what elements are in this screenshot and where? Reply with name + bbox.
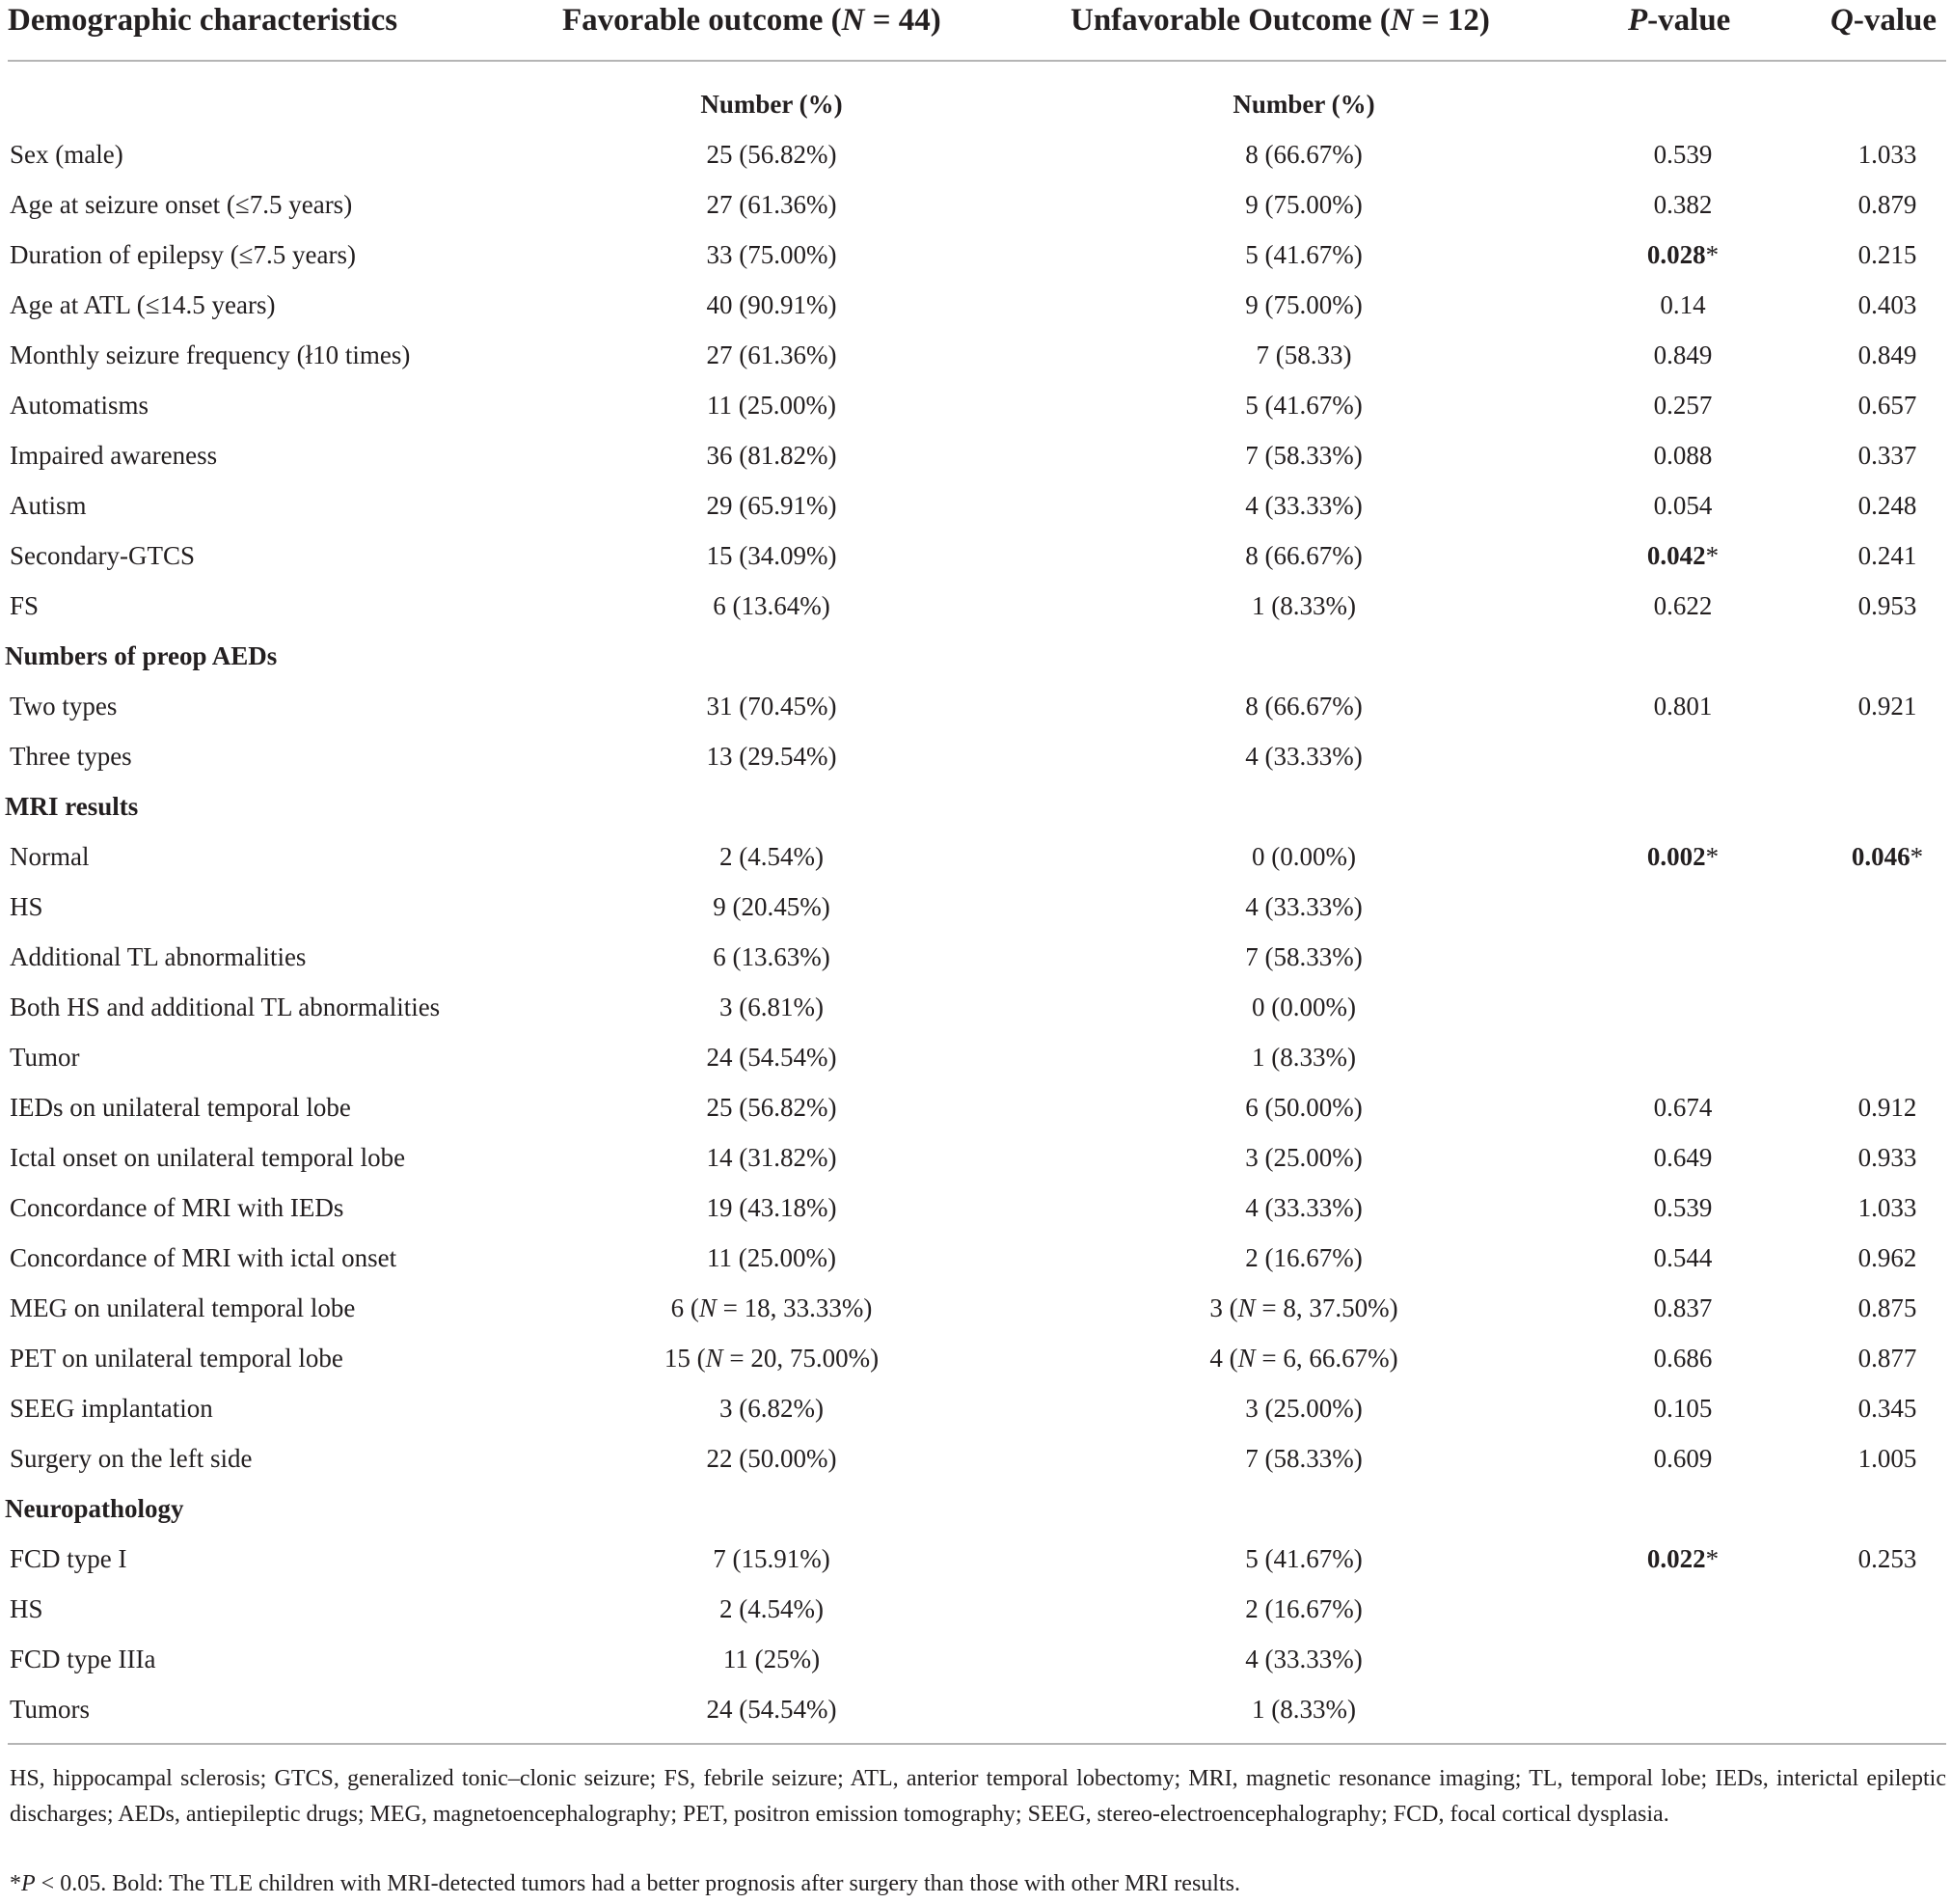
table-row bbox=[0, 286, 1951, 336]
p-value-cell: 0.14 bbox=[1660, 290, 1706, 319]
row-label: Tumor bbox=[10, 1043, 80, 1072]
p-value-cell: 0.609 bbox=[1653, 1444, 1713, 1473]
unfavorable-cell: 8 (66.67%) bbox=[1245, 541, 1363, 570]
section-label: MRI results bbox=[5, 792, 139, 821]
p-value-cell: 0.539 bbox=[1653, 140, 1713, 169]
footnote-significance: *P < 0.05. Bold: The TLE children with MRI-detected tumors had a better prognosis after surgery than those with other MRI results. bbox=[10, 1871, 1240, 1896]
q-value-cell bbox=[1852, 837, 1923, 876]
p-value-cell: 0.105 bbox=[1653, 1394, 1713, 1423]
row-label: Sex (male) bbox=[10, 140, 123, 169]
table-row bbox=[0, 1389, 1951, 1439]
favorable-cell: 24 (54.54%) bbox=[706, 1043, 837, 1072]
favorable-cell: 3 (6.82%) bbox=[719, 1394, 824, 1423]
significance-marker: * bbox=[1705, 842, 1720, 871]
p-value-cell: 0.544 bbox=[1653, 1243, 1713, 1272]
favorable-cell: 7 (15.91%) bbox=[713, 1544, 830, 1573]
q-value-cell: 0.953 bbox=[1857, 591, 1917, 620]
p-value-cell-value: 0.022 bbox=[1646, 1544, 1706, 1573]
unfavorable-cell: 7 (58.33%) bbox=[1245, 1444, 1363, 1473]
unfavorable-cell: 6 (50.00%) bbox=[1245, 1093, 1363, 1122]
unfavorable-cell: 7 (58.33%) bbox=[1245, 441, 1363, 470]
significance-marker: * bbox=[1705, 541, 1720, 570]
row-label: Additional TL abnormalities bbox=[10, 942, 307, 971]
p-value-cell: 0.801 bbox=[1653, 692, 1713, 721]
favorable-cell: 27 (61.36%) bbox=[706, 190, 837, 219]
row-label: Ictal onset on unilateral temporal lobe bbox=[10, 1143, 406, 1172]
table-row bbox=[0, 737, 1951, 787]
p-value-cell: 0.837 bbox=[1653, 1293, 1713, 1322]
row-label: MEG on unilateral temporal lobe bbox=[10, 1293, 356, 1322]
table-row bbox=[0, 1339, 1951, 1389]
q-value-cell: 0.403 bbox=[1857, 290, 1917, 319]
unfavorable-cell: 4 (33.33%) bbox=[1245, 1645, 1363, 1673]
p-value-cell: 0.622 bbox=[1653, 591, 1713, 620]
unfavorable-cell: 7 (58.33) bbox=[1256, 340, 1352, 369]
row-label: Two types bbox=[10, 692, 118, 721]
q-value-cell: 0.215 bbox=[1857, 240, 1917, 269]
table-row bbox=[0, 1690, 1951, 1740]
subheader-favorable-number: Number (%) bbox=[700, 90, 843, 119]
table-row bbox=[0, 1439, 1951, 1489]
row-label: Age at seizure onset (≤7.5 years) bbox=[10, 190, 353, 219]
row-label: Surgery on the left side bbox=[10, 1444, 253, 1473]
header-favorable-outcome: Favorable outcome (N = 44) bbox=[562, 3, 941, 38]
row-label: PET on unilateral temporal lobe bbox=[10, 1344, 343, 1373]
p-value-cell: 0.257 bbox=[1653, 391, 1713, 420]
favorable-cell: 14 (31.82%) bbox=[706, 1143, 837, 1172]
section-header-row bbox=[0, 637, 1951, 687]
p-value-cell-value: 0.002 bbox=[1646, 842, 1706, 871]
p-value-cell bbox=[1647, 837, 1719, 876]
section-header-row bbox=[0, 787, 1951, 837]
p-value-cell: 0.088 bbox=[1653, 441, 1713, 470]
footnote-abbreviations: HS, hippocampal sclerosis; GTCS, generalized tonic–clonic seizure; FS, febrile seizure; ATL, anterior temporal lobectomy; MRI, magnetic resonance imaging; TL, temporal lobe; IEDs, interictal epileptic discharges; AEDs, antiepileptic drugs; MEG, magnetoencephalography; PET, positron emission tomography; SEEG, stereo-electroencephalography; FCD, focal cortical dysplasia. bbox=[10, 1766, 1946, 1827]
favorable-cell: 25 (56.82%) bbox=[706, 140, 837, 169]
unfavorable-cell: 8 (66.67%) bbox=[1245, 140, 1363, 169]
p-value-cell: 0.686 bbox=[1653, 1344, 1713, 1373]
unfavorable-cell: 1 (8.33%) bbox=[1252, 591, 1356, 620]
favorable-cell: 11 (25.00%) bbox=[707, 1243, 836, 1272]
favorable-cell: 13 (29.54%) bbox=[706, 742, 837, 771]
q-value-cell: 0.849 bbox=[1857, 340, 1917, 369]
q-value-cell: 0.921 bbox=[1857, 692, 1917, 721]
unfavorable-cell: 2 (16.67%) bbox=[1245, 1594, 1363, 1623]
favorable-cell: 25 (56.82%) bbox=[706, 1093, 837, 1122]
p-value-cell-value: 0.028 bbox=[1646, 240, 1706, 269]
header-demographic-characteristics: Demographic characteristics bbox=[8, 3, 398, 38]
row-label: Three types bbox=[10, 742, 132, 771]
favorable-cell: 19 (43.18%) bbox=[706, 1193, 837, 1222]
unfavorable-cell: 0 (0.00%) bbox=[1252, 842, 1356, 871]
row-label: Automatisms bbox=[10, 391, 149, 420]
table-bottom-rule bbox=[8, 1743, 1946, 1745]
significance-marker: * bbox=[1910, 842, 1924, 871]
significance-marker: * bbox=[1705, 1544, 1720, 1573]
unfavorable-cell: 8 (66.67%) bbox=[1245, 692, 1363, 721]
p-value-cell-value: 0.042 bbox=[1646, 541, 1706, 570]
row-label: FCD type IIIa bbox=[10, 1645, 156, 1673]
favorable-cell: 6 (13.63%) bbox=[713, 942, 830, 971]
table-row bbox=[0, 1088, 1951, 1138]
unfavorable-cell: 1 (8.33%) bbox=[1252, 1043, 1356, 1072]
table-row bbox=[0, 486, 1951, 536]
unfavorable-cell: 2 (16.67%) bbox=[1245, 1243, 1363, 1272]
unfavorable-cell: 5 (41.67%) bbox=[1245, 240, 1363, 269]
row-label: Monthly seizure frequency (ł10 times) bbox=[10, 340, 411, 369]
favorable-cell: 6 (N = 18, 33.33%) bbox=[670, 1293, 873, 1322]
p-value-cell: 0.539 bbox=[1653, 1193, 1713, 1222]
row-label: Both HS and additional TL abnormalities bbox=[10, 993, 441, 1021]
favorable-cell: 31 (70.45%) bbox=[706, 692, 837, 721]
table-row bbox=[0, 135, 1951, 185]
table-row bbox=[0, 938, 1951, 988]
q-value-cell: 0.657 bbox=[1857, 391, 1917, 420]
table-row bbox=[0, 837, 1951, 887]
unfavorable-cell: 4 (N = 6, 66.67%) bbox=[1209, 1344, 1398, 1373]
p-value-cell: 0.054 bbox=[1653, 491, 1713, 520]
unfavorable-cell: 0 (0.00%) bbox=[1252, 993, 1356, 1021]
favorable-cell: 33 (75.00%) bbox=[706, 240, 837, 269]
favorable-cell: 11 (25%) bbox=[722, 1645, 821, 1673]
unfavorable-cell: 3 (N = 8, 37.50%) bbox=[1209, 1293, 1398, 1322]
row-label: Secondary-GTCS bbox=[10, 541, 195, 570]
q-value-cell: 0.241 bbox=[1857, 541, 1917, 570]
p-value-cell bbox=[1647, 536, 1719, 575]
row-label: Tumors bbox=[10, 1695, 91, 1724]
table-row bbox=[0, 1188, 1951, 1238]
unfavorable-cell: 4 (33.33%) bbox=[1245, 491, 1363, 520]
q-value-cell: 1.033 bbox=[1857, 140, 1917, 169]
favorable-cell: 29 (65.91%) bbox=[706, 491, 837, 520]
section-header-row bbox=[0, 1489, 1951, 1539]
favorable-cell: 2 (4.54%) bbox=[719, 1594, 824, 1623]
q-value-cell: 0.962 bbox=[1857, 1243, 1917, 1272]
row-label: SEEG implantation bbox=[10, 1394, 213, 1423]
q-value-cell: 0.912 bbox=[1857, 1093, 1917, 1122]
subheader-unfavorable-number: Number (%) bbox=[1233, 90, 1375, 119]
favorable-cell: 6 (13.64%) bbox=[713, 591, 830, 620]
table-row bbox=[0, 436, 1951, 486]
p-value-cell: 0.849 bbox=[1653, 340, 1713, 369]
table-row bbox=[0, 386, 1951, 436]
favorable-cell: 36 (81.82%) bbox=[706, 441, 837, 470]
q-value-cell: 0.337 bbox=[1857, 441, 1917, 470]
unfavorable-cell: 5 (41.67%) bbox=[1245, 391, 1363, 420]
table-row bbox=[0, 1539, 1951, 1590]
row-label: FCD type I bbox=[10, 1544, 127, 1573]
unfavorable-cell: 7 (58.33%) bbox=[1245, 942, 1363, 971]
p-value-cell: 0.382 bbox=[1653, 190, 1713, 219]
row-label: IEDs on unilateral temporal lobe bbox=[10, 1093, 351, 1122]
q-value-cell: 0.345 bbox=[1857, 1394, 1917, 1423]
row-label: Autism bbox=[10, 491, 87, 520]
favorable-cell: 40 (90.91%) bbox=[706, 290, 837, 319]
q-value-cell: 0.248 bbox=[1857, 491, 1917, 520]
unfavorable-cell: 9 (75.00%) bbox=[1245, 190, 1363, 219]
p-value-cell bbox=[1647, 235, 1719, 274]
row-label: Duration of epilepsy (≤7.5 years) bbox=[10, 240, 356, 269]
row-label: HS bbox=[10, 892, 43, 921]
table-row bbox=[0, 1289, 1951, 1339]
q-value-cell: 0.875 bbox=[1857, 1293, 1917, 1322]
p-value-cell: 0.674 bbox=[1653, 1093, 1713, 1122]
header-q-value: Q-value bbox=[1830, 3, 1937, 38]
q-value-cell: 0.933 bbox=[1857, 1143, 1917, 1172]
table-row bbox=[0, 887, 1951, 938]
unfavorable-cell: 4 (33.33%) bbox=[1245, 892, 1363, 921]
table-row bbox=[0, 1238, 1951, 1289]
section-label: Neuropathology bbox=[5, 1494, 184, 1523]
row-label: Concordance of MRI with ictal onset bbox=[10, 1243, 397, 1272]
header-p-value: P-value bbox=[1628, 3, 1731, 38]
table-row bbox=[0, 235, 1951, 286]
row-label: Concordance of MRI with IEDs bbox=[10, 1193, 344, 1222]
q-value-cell: 0.253 bbox=[1857, 1544, 1917, 1573]
favorable-cell: 9 (20.45%) bbox=[713, 892, 830, 921]
table-row bbox=[0, 336, 1951, 386]
favorable-cell: 15 (34.09%) bbox=[706, 541, 837, 570]
q-value-cell-value: 0.046 bbox=[1851, 842, 1910, 871]
unfavorable-cell: 3 (25.00%) bbox=[1245, 1143, 1363, 1172]
unfavorable-cell: 1 (8.33%) bbox=[1252, 1695, 1356, 1724]
favorable-cell: 24 (54.54%) bbox=[706, 1695, 837, 1724]
unfavorable-cell: 3 (25.00%) bbox=[1245, 1394, 1363, 1423]
table-row bbox=[0, 1038, 1951, 1088]
section-label: Numbers of preop AEDs bbox=[5, 641, 278, 670]
significance-marker: * bbox=[1705, 240, 1720, 269]
unfavorable-cell: 4 (33.33%) bbox=[1245, 1193, 1363, 1222]
table-row bbox=[0, 1640, 1951, 1690]
header-rule bbox=[8, 60, 1946, 62]
favorable-cell: 22 (50.00%) bbox=[706, 1444, 837, 1473]
table-header-row bbox=[0, 0, 1951, 60]
table-body bbox=[0, 135, 1951, 1740]
favorable-cell: 11 (25.00%) bbox=[707, 391, 836, 420]
p-value-cell bbox=[1647, 1539, 1719, 1578]
unfavorable-cell: 4 (33.33%) bbox=[1245, 742, 1363, 771]
row-label: Normal bbox=[10, 842, 90, 871]
table-row bbox=[0, 988, 1951, 1038]
table-row bbox=[0, 536, 1951, 586]
unfavorable-cell: 9 (75.00%) bbox=[1245, 290, 1363, 319]
p-value-cell: 0.649 bbox=[1653, 1143, 1713, 1172]
table-row bbox=[0, 1138, 1951, 1188]
favorable-cell: 15 (N = 20, 75.00%) bbox=[664, 1344, 880, 1373]
q-value-cell: 0.879 bbox=[1857, 190, 1917, 219]
favorable-cell: 27 (61.36%) bbox=[706, 340, 837, 369]
favorable-cell: 3 (6.81%) bbox=[719, 993, 824, 1021]
header-unfavorable-outcome: Unfavorable Outcome (N = 12) bbox=[1070, 3, 1490, 38]
q-value-cell: 1.005 bbox=[1857, 1444, 1917, 1473]
q-value-cell: 0.877 bbox=[1857, 1344, 1917, 1373]
favorable-cell: 2 (4.54%) bbox=[719, 842, 824, 871]
q-value-cell: 1.033 bbox=[1857, 1193, 1917, 1222]
row-label: Age at ATL (≤14.5 years) bbox=[10, 290, 276, 319]
unfavorable-cell: 5 (41.67%) bbox=[1245, 1544, 1363, 1573]
row-label: HS bbox=[10, 1594, 43, 1623]
table-row bbox=[0, 586, 1951, 637]
row-label: FS bbox=[10, 591, 40, 620]
table-row bbox=[0, 185, 1951, 235]
table-row bbox=[0, 687, 1951, 737]
table-row bbox=[0, 1590, 1951, 1640]
row-label: Impaired awareness bbox=[10, 441, 218, 470]
